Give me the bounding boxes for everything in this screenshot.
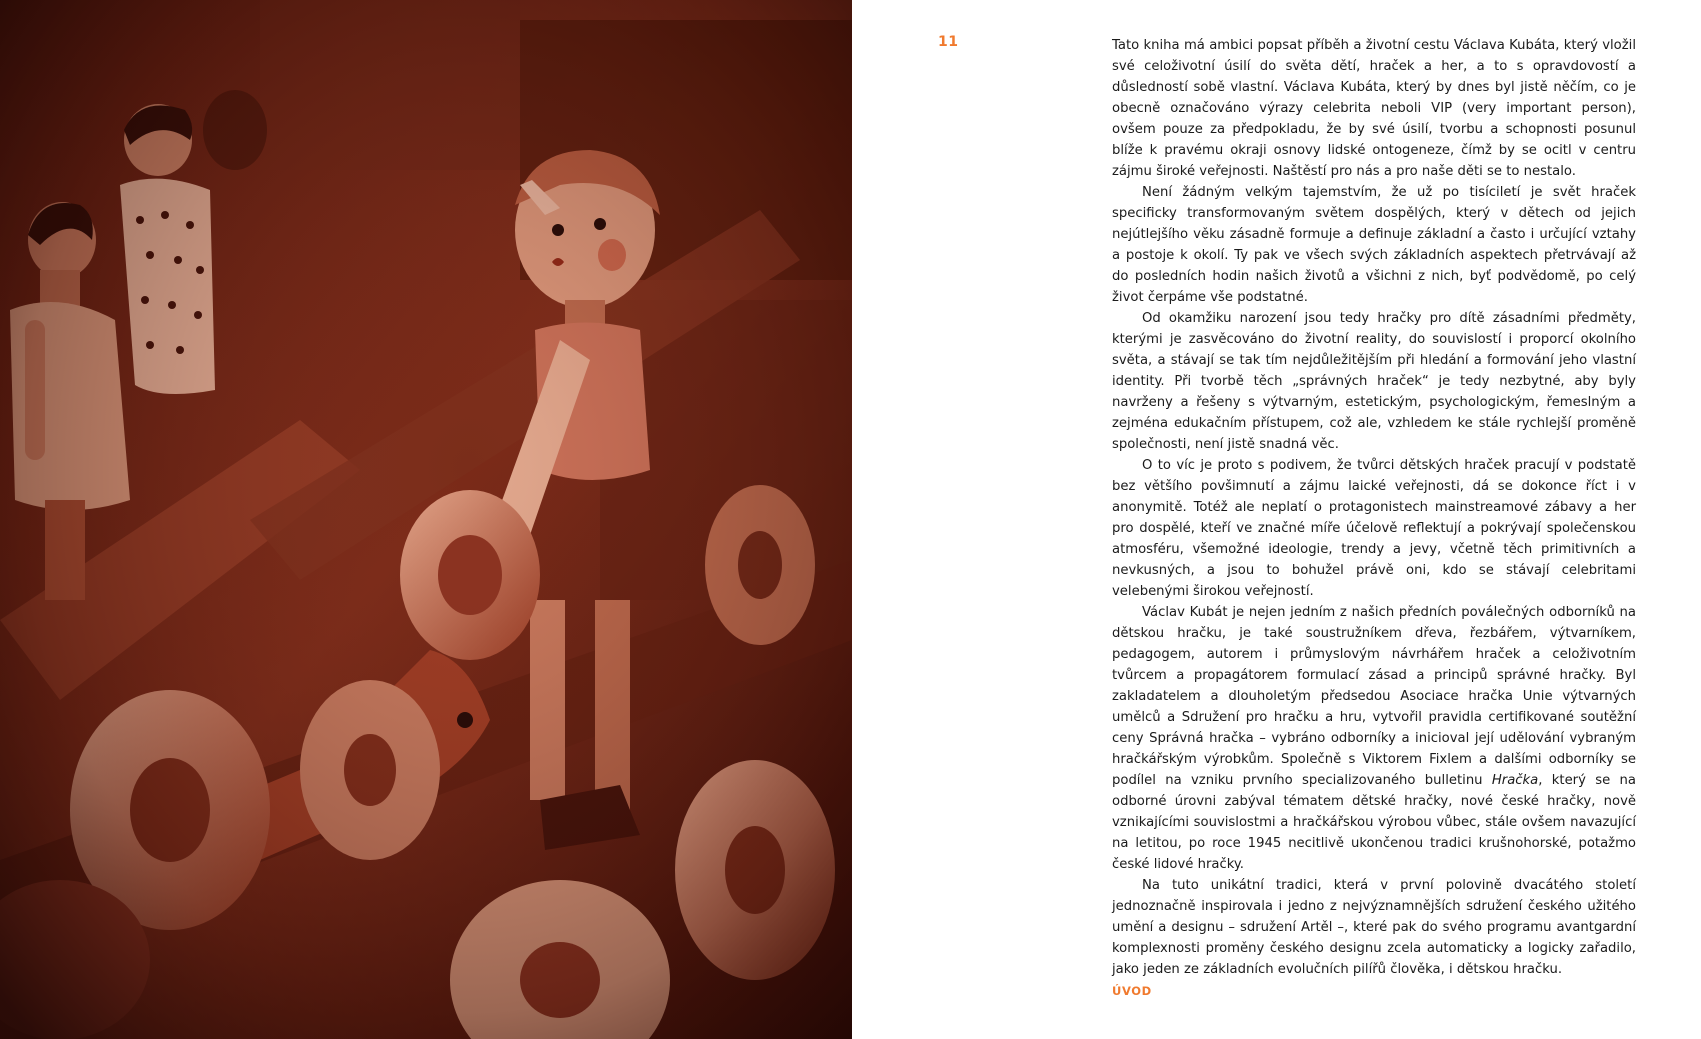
section-label: ÚVOD <box>1112 984 1152 998</box>
paragraph-text: Václav Kubát je nejen jedním z našich předních poválečných odborníků na dětskou hračku, je také soustružníkem dřeva, řezbářem, výtvarníkem, pedagogem, autorem i průmyslovým návrhářem hraček a celoživotním tvůrcem a propagátorem formulací zásad a principů správné hračky. Byl zakladatelem a dlouholetým předsedou Asociace hračka Unie výtvarných umělců a Sdružení pro hračku a hru, vytvořil pravidla certifikované soutěžní ceny Správná hračka – vybráno odborníky a inicioval její udělování vybraným hračkářským výrobkům. Společně s Viktorem Fixlem a dalšími odborníky se podílel na vzniku prvního specializovaného bulletinu <box>1112 605 1636 788</box>
body-text <box>1112 35 1636 980</box>
paragraph: Od okamžiku narození jsou tedy hračky pro dítě zásadními předměty, kterými je zasvěcováno do životní reality, do souvislostí i proporcí okolního světa, a stávají se tak tím nejdůležitějším při hledání a formování jeho vlastní identity. Při tvorbě těch „správných hraček“ je tedy nezbytné, aby byly navrženy a řešeny s výtvarným, estetickým, psychologickým, řemeslným a zejména edukačním přístupem, což ale, vzhledem ke stále rychlejší proměně společnosti, není jistě snadná věc. <box>1112 311 1636 452</box>
page-number: 11 <box>938 34 959 50</box>
paragraph: Není žádným velkým tajemstvím, že už po tisíciletí je svět hraček specificky transformovaným světem dospělých, který v dětech od jejich nejútlejšího věku zásadně formuje a definuje základní a často i určující vztahy a postoje k okolí. Ty pak ve všech svých základních aspektech přetrvávají až do posledních hodin našich životů a všichni z nich, byť podvědomě, po celý život čerpáme vše podstatné. <box>1112 185 1636 305</box>
paragraph: O to víc je proto s podivem, že tvůrci dětských hraček pracují v podstatě bez většího povšimnutí a zájmu laické veřejnosti, dá se dokonce říct i v anonymitě. Totéž ale neplatí o protagonistech mainstreamové zábavy a her pro dospělé, kteří ve značné míře účelově reflektují a pokrývají společenskou atmosféru, všemožné ideologie, trendy a jevy, včetně těch primitivních a nevkusných, a jsou to bohužel právě oni, kdo se stávají celebritami velebenými širokou veřejností. <box>1112 458 1636 599</box>
paragraph <box>1112 35 1636 182</box>
paragraph: Na tuto unikátní tradici, která v první polovině dvacátého století jednoznačně inspirovala i jedno z nejvýznamnějších sdružení českého užitého umění a designu – sdružení Artěl –, které pak do svého programu avantgardní komplexnosti proměny českého designu zcela automaticky a logicky zařadilo, jako jeden ze základních evolučních pilířů člověka, i dětskou hračku. <box>1112 878 1636 977</box>
paragraph <box>1112 602 1636 875</box>
paragraph-text: , který se na odborné úrovni zabýval tématem dětské hračky, nové české hračky, nově vznikajícími souvislostmi a hračkářskou výrobou vůbec, stále ovšem navazující na letitou, po roce 1945 necitlivě ukončenou tradici krušnohorské, potažmo české lidové hračky. <box>1112 773 1636 872</box>
bulletin-title: Hračka <box>1491 773 1539 788</box>
paragraph-text: Tato kniha má ambici popsat příběh a životní cestu Václava Kubáta, který vložil své celoživotní úsilí do světa dětí, hraček a her, a to s opravdovostí a důsledností sobě vlastní. Václava Kubáta, který by dnes byl jistě něčím, co je obecně označováno výrazy celebrita neboli VIP (very important person), ovšem pouze za předpokladu, že by své úsilí, tvorbu a schopnosti posunul blíže k pravému okraji osnovy lidské ontogeneze, čímž by se ocitl v centru zájmu široké veřejnosti. Naštěstí pro nás a pro naše děti se to nestalo. <box>1112 38 1636 179</box>
text-page <box>852 0 1701 1039</box>
